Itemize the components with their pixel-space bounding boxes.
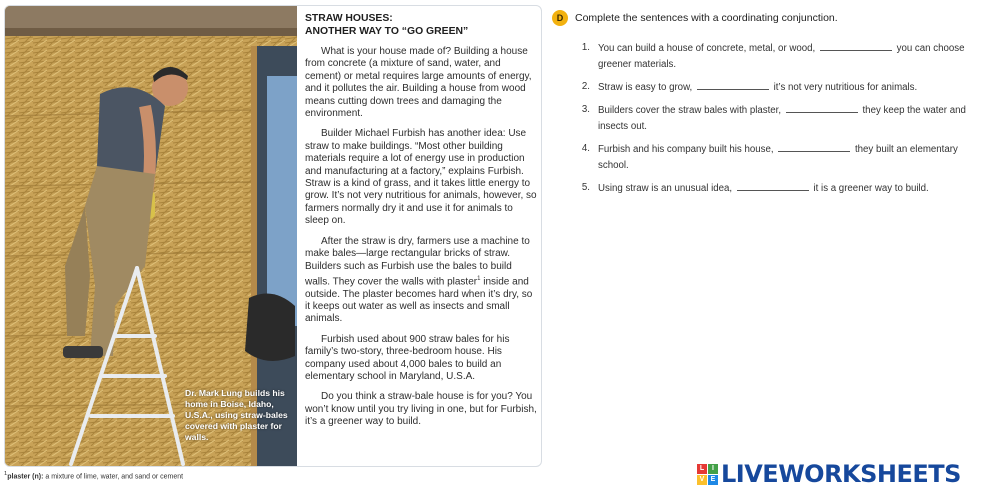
article (305, 12, 537, 437)
item-number: 5. (581, 182, 590, 193)
footnote-marker: 1 (477, 275, 481, 282)
footnote-number: 1 (4, 471, 8, 477)
item-after: they built an elementary school. (598, 144, 958, 171)
item-after: it is a greener way to build. (813, 183, 929, 194)
title-line-1: STRAW HOUSES: (305, 13, 393, 24)
item-after: it’s not very nutritious for animals. (773, 82, 918, 93)
item-text (598, 141, 982, 174)
footnote-definition: a mixture of lime, water, and sand or cement (43, 473, 184, 481)
paragraph-4: Furbish used about 900 straw bales for his family’s two-story, three-bedroom house. His company used about 4,000 bales to build an elementary school in Maryland, U.S.A. (305, 333, 510, 383)
exercise-header (552, 10, 982, 26)
exercise-badge: D (552, 10, 568, 26)
photo-caption: Dr. Mark Lung builds his home in Boise, Idaho, U.S.A., using straw-bales covered with plaster for walls. (185, 388, 288, 442)
straw-house-photo (5, 6, 297, 466)
liveworksheets-logo[interactable] (697, 460, 961, 488)
item-before: You can build a house of concrete, metal, or wood, (598, 43, 816, 54)
exercise-item-1 (552, 40, 982, 73)
title-line-2: ANOTHER WAY TO “GO GREEN” (305, 26, 469, 37)
footnote-term: plaster (n): (7, 473, 44, 481)
paragraph-5: Do you think a straw-bale house is for you? You won’t know until you try living in one, but for Furbish, it’s a greener way to build. (305, 391, 537, 428)
exercise-instruction: Complete the sentences with a coordinating conjunction. (575, 12, 838, 24)
paragraph-1: What is your house made of? Building a house from concrete (a mixture of sand, water, and cement) or metal requires large amounts of energy, and it pollutes the air. Building a house from wood means cutting down trees and damaging the environment. (305, 46, 532, 120)
answer-blank-5[interactable] (737, 180, 809, 191)
item-number: 3. (581, 104, 590, 115)
item-number: 1. (581, 42, 590, 53)
item-number: 2. (581, 81, 590, 92)
answer-blank-2[interactable] (697, 79, 769, 90)
answer-blank-3[interactable] (786, 102, 858, 113)
paragraph-3-part-a: After the straw is dry, farmers use a machine to make bales—large rectangular bricks of straw. Builders such as Furbish use the bales to build walls. They cover the walls with plaster (305, 235, 530, 288)
answer-blank-1[interactable] (820, 40, 892, 51)
exercise-item-5 (552, 180, 982, 197)
logo-letter-l: L (697, 464, 707, 474)
item-text (598, 180, 982, 197)
item-before: Furbish and his company built his house, (598, 144, 774, 155)
exercise-items (552, 40, 982, 197)
exercise-section (552, 10, 982, 203)
logo-letter-v: V (697, 475, 707, 485)
paragraph-3 (305, 236, 537, 326)
item-after: you can choose greener materials. (598, 43, 965, 70)
footnote (4, 471, 183, 480)
reading-panel (4, 5, 542, 467)
logo-letter-i: I (708, 464, 718, 474)
item-text (598, 102, 982, 135)
item-before: Using straw is an unusual idea, (598, 183, 733, 194)
paragraph-2: Builder Michael Furbish has another idea: Use straw to make buildings. “Most other building materials require a lot of energy use in production and manufacturing at a factory,” explains Furbish. Straw is a kind of grass, and it takes little energy to grow. It’s not very nutritious for animals, however, so farmers normally dry it and use it for animals to sleep on. (305, 128, 537, 227)
logo-letter-e: E (708, 475, 718, 485)
item-text (598, 79, 982, 96)
exercise-item-3 (552, 102, 982, 135)
logo-grid-icon (697, 464, 718, 485)
answer-blank-4[interactable] (778, 141, 850, 152)
item-text (598, 40, 982, 73)
article-title (305, 12, 537, 38)
paragraph-3-part-b: inside and outside. The plaster becomes hard when it’s dry, so it keeps out water as well as insects and small animals. (305, 276, 533, 325)
logo-text: LIVEWORKSHEETS (721, 460, 961, 488)
exercise-item-4 (552, 141, 982, 174)
item-before: Builders cover the straw bales with plaster, (598, 105, 782, 116)
item-number: 4. (581, 143, 590, 154)
exercise-item-2 (552, 79, 982, 96)
item-before: Straw is easy to grow, (598, 82, 693, 93)
item-after: they keep the water and insects out. (598, 105, 966, 132)
